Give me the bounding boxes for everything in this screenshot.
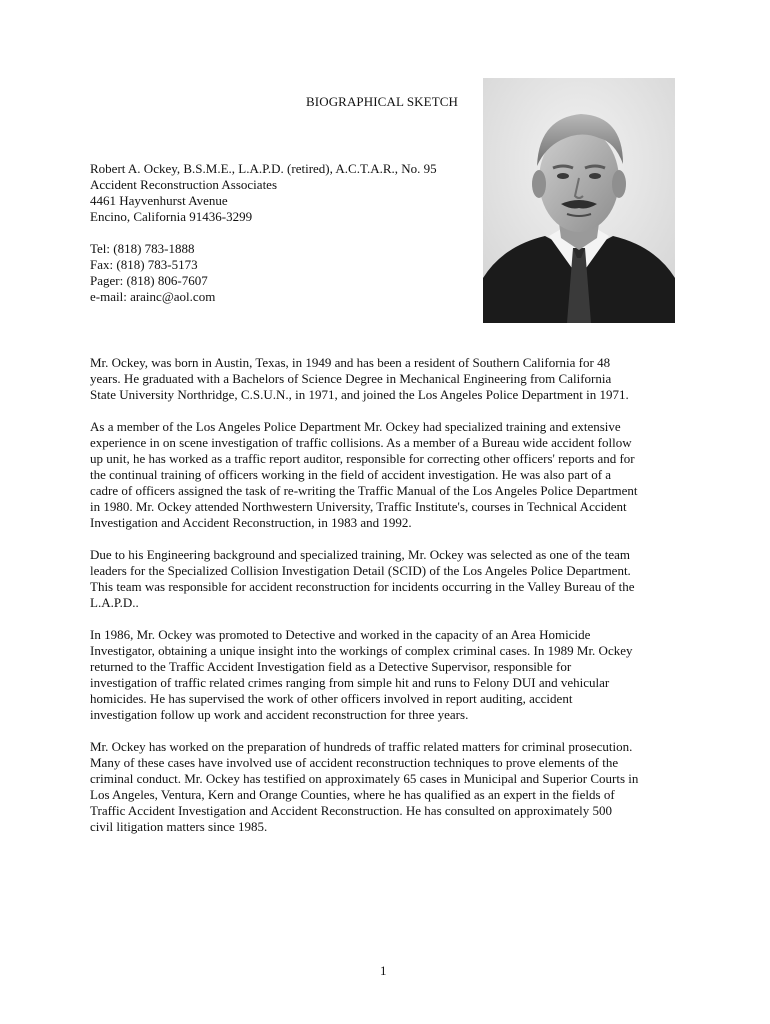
paragraph-line: This team was responsible for accident reconstruction for incidents occurring in the Valley Bureau of the xyxy=(90,579,635,594)
paragraph-line: Traffic Accident Investigation and Accident Reconstruction. He has consulted on approximately 500 xyxy=(90,803,613,818)
author-name-line: Robert A. Ockey, B.S.M.E., L.A.P.D. (retired), A.C.T.A.R., No. 95 xyxy=(90,161,437,176)
paragraph-lapd-experience xyxy=(90,419,690,531)
paragraph-scid xyxy=(90,547,690,611)
paragraph-line: up unit, he has worked as a traffic report auditor, responsible for correcting other officers' reports and for xyxy=(90,451,635,466)
paragraph-line: leaders for the Specialized Collision Investigation Detail (SCID) of the Los Angeles Police Department. xyxy=(90,563,631,578)
fax-line: Fax: (818) 783-5173 xyxy=(90,257,198,272)
paragraph-line: investigation of traffic related crimes ranging from simple hit and runs to Felony DUI and vehicular xyxy=(90,675,610,690)
paragraph-line: Investigation and Accident Reconstruction, in 1983 and 1992. xyxy=(90,515,412,530)
paragraph-line: Mr. Ockey has worked on the preparation of hundreds of traffic related matters for criminal prosecution. xyxy=(90,739,633,754)
paragraph-detective xyxy=(90,627,690,723)
paragraph-line: the continual training of officers working in the field of accident investigation. He was also part of a xyxy=(90,467,612,482)
paragraph-line: In 1986, Mr. Ockey was promoted to Detective and worked in the capacity of an Area Homicide xyxy=(90,627,591,642)
paragraph-line: cadre of officers assigned the task of re-writing the Traffic Manual of the Los Angeles Police Department xyxy=(90,483,638,498)
author-header xyxy=(90,161,470,225)
page-number: 1 xyxy=(380,963,387,978)
portrait-illustration xyxy=(483,78,675,323)
pager-line: Pager: (818) 806-7607 xyxy=(90,273,208,288)
portrait-photo xyxy=(483,78,675,323)
paragraph-line: State University Northridge, C.S.U.N., in 1971, and joined the Los Angeles Police Department in 1971. xyxy=(90,387,629,402)
paragraph-expert-testimony xyxy=(90,739,690,835)
paragraph-early-life xyxy=(90,355,690,403)
paragraph-line: Due to his Engineering background and specialized training, Mr. Ockey was selected as one of the team xyxy=(90,547,631,562)
paragraph-line: homicides. He has supervised the work of other officers involved in report auditing, accident xyxy=(90,691,573,706)
paragraph-line: civil litigation matters since 1985. xyxy=(90,819,268,834)
page-title: BIOGRAPHICAL SKETCH xyxy=(306,94,459,109)
paragraph-line: criminal conduct. Mr. Ockey has testified on approximately 65 cases in Municipal and Superior Courts in xyxy=(90,771,639,786)
paragraph-line: returned to the Traffic Accident Investigation field as a Detective Supervisor, responsible for xyxy=(90,659,572,674)
paragraph-line: years. He graduated with a Bachelors of Science Degree in Mechanical Engineering from California xyxy=(90,371,612,386)
paragraph-line: Los Angeles, Ventura, Kern and Orange Counties, where he has qualified as an expert in the fields of xyxy=(90,787,615,802)
street-address-line: 4461 Hayvenhurst Avenue xyxy=(90,193,228,208)
telephone-line: Tel: (818) 783-1888 xyxy=(90,241,195,256)
paragraph-line: L.A.P.D.. xyxy=(90,595,139,610)
email-line: e-mail: arainc@aol.com xyxy=(90,289,216,304)
city-state-line: Encino, California 91436-3299 xyxy=(90,209,253,224)
paragraph-line: Investigator, obtaining a unique insight into the workings of complex criminal cases. In 1989 Mr. Ockey xyxy=(90,643,633,658)
paragraph-line: in 1980. Mr. Ockey attended Northwestern University, Traffic Institute's, courses in Technical Accident xyxy=(90,499,627,514)
contact-info xyxy=(90,241,470,305)
paragraph-line: Many of these cases have involved use of accident reconstruction techniques to prove elements of the xyxy=(90,755,619,770)
company-line: Accident Reconstruction Associates xyxy=(90,177,278,192)
paragraph-line: Mr. Ockey, was born in Austin, Texas, in 1949 and has been a resident of Southern California for 48 xyxy=(90,355,611,370)
paragraph-line: As a member of the Los Angeles Police Department Mr. Ockey had specialized training and extensive xyxy=(90,419,621,434)
paragraph-line: experience in on scene investigation of traffic collisions. As a member of a Bureau wide accident follow xyxy=(90,435,632,450)
biography-body xyxy=(90,355,690,851)
paragraph-line: investigation follow up work and accident reconstruction for three years. xyxy=(90,707,469,722)
